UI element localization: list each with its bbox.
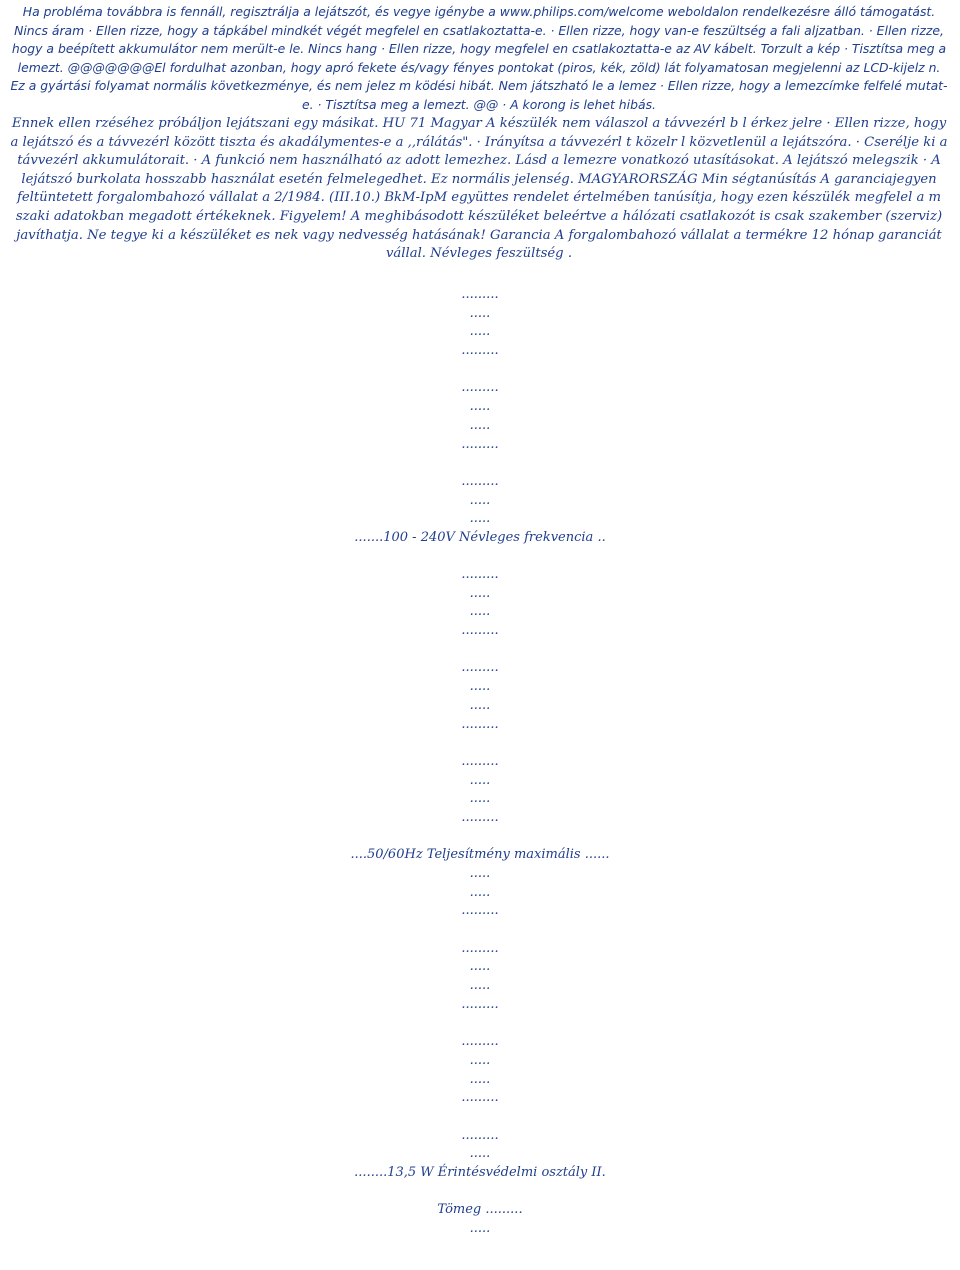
spacer bbox=[0, 734, 960, 753]
spec-voltage-line: .......100 - 240V Névleges frekvencia .. bbox=[354, 529, 606, 545]
dotted-line: ..... bbox=[469, 959, 491, 975]
dotted-line: ..... bbox=[469, 772, 491, 788]
spacer bbox=[0, 641, 960, 660]
dotted-line: ......... bbox=[461, 436, 499, 452]
dotted-line: ......... bbox=[461, 1034, 499, 1050]
dotted-line: ......... bbox=[461, 940, 499, 956]
dotted-line: ......... bbox=[461, 287, 499, 302]
dotted-line: ..... bbox=[469, 585, 491, 601]
warranty-paragraph: Ennek ellen rzéséhez próbáljon lejátszani egy másikat. HU 71 Magyar A készülék nem válaszol a távvezérl b l érkez jelre · Ellen rizze, hogy a lejátszó és a távvezérl között tiszta és akadálymentes-e a ,,rálátás". · Irányítsa a távvezérl t közelr l közvetlenül a lejátszóra. · Cserélje ki a távvezérl akkumulátorait. · A funkció nem használható az adott lemezhez. Lásd a lemezre vonatkozó utasításokat. A lejátszó melegszik · A lejátszó burkolata hosszabb használat esetén felmelegedhet. Ez normális jelenség. MAGYARORSZÁG Min ségtanúsítás A garanciajegyen feltüntetett forgalombahozó vállalat a 2/1984. (III.10.) BkM-IpM együttes rendelet értelmében tanúsítja, hogy ezen készülék megfelel a m szaki adatokban megadott értékeknek. Figyelem! A meghibásodott készüléket beleértve a hálózati csatlakozót is csak szakember (szerviz) javíthatja. Ne tegye ki a készüléket es nek vagy nedvesség hatásának! Garancia A forgalombahozó vállalat a termékre 12 hónap garanciát vállal. Névleges feszültség . bbox=[10, 116, 948, 262]
spec-dots-block-frequency bbox=[0, 566, 960, 1239]
dotted-line: ......... bbox=[461, 809, 499, 825]
dotted-line: ......... bbox=[461, 1090, 499, 1106]
spacer bbox=[0, 1108, 960, 1127]
dotted-line: ..... bbox=[469, 1221, 491, 1237]
dotted-line: ..... bbox=[469, 1052, 491, 1068]
dotted-line: ......... bbox=[461, 567, 499, 582]
dotted-line: ......... bbox=[461, 623, 499, 639]
dotted-line: ......... bbox=[461, 343, 499, 359]
dotted-line: ..... bbox=[469, 1146, 491, 1162]
spec-weight-line: Tömeg ......... bbox=[437, 1202, 523, 1218]
dotted-line: ......... bbox=[461, 380, 499, 396]
spacer bbox=[0, 1015, 960, 1034]
dotted-line: ..... bbox=[469, 511, 491, 527]
dotted-line: ..... bbox=[469, 492, 491, 508]
dotted-line: ..... bbox=[469, 604, 491, 620]
dotted-line: ......... bbox=[461, 660, 499, 676]
spec-dots-block-voltage bbox=[0, 286, 960, 548]
dotted-line: ..... bbox=[469, 1071, 491, 1087]
dotted-line: ......... bbox=[461, 716, 499, 732]
dotted-line: ......... bbox=[461, 996, 499, 1012]
dotted-line: ..... bbox=[469, 978, 491, 994]
spec-power-line: ........13,5 W Érintésvédelmi osztály II. bbox=[354, 1165, 606, 1180]
dotted-line: ..... bbox=[469, 679, 491, 695]
dotted-line: ..... bbox=[469, 697, 491, 713]
dotted-line: ......... bbox=[461, 1127, 499, 1143]
dotted-line: ..... bbox=[469, 791, 491, 807]
troubleshooting-paragraph: Ha probléma továbbra is fennáll, regisztrálja a lejátszót, és vegye igénybe a www.philips.com/welcome weboldalon rendelkezésre álló támogatást. Nincs áram · Ellen rizze, hogy a tápkábel mindkét végét megfelel en csatlakoztatta-e. · Ellen rizze, hogy van-e feszültség a fali aljzatban. · Ellen rizze, hogy a beépített akkumulátor nem merült-e le. Nincs hang · Ellen rizze, hogy megfelel en csatlakoztatta-e az AV kábelt. Torzult a kép · Tisztítsa meg a lemezt. @@@@@@@El fordulhat azonban, hogy apró fekete és/vagy fényes pontokat (piros, kék, zöld) lát folyamatosan megjelenni az LCD-kijelz n. Ez a gyártási folyamat normális következménye, és nem jelez m ködési hibát. Nem játszható le a lemez · Ellen rizze, hogy a lemezcímke felfelé mutat-e. · Tisztítsa meg a lemezt. @@ · A korong is lehet hibás. bbox=[10, 4, 948, 112]
dotted-line: ..... bbox=[469, 417, 491, 433]
spec-frequency-line: ....50/60Hz Teljesítmény maximális ...... bbox=[350, 847, 610, 863]
dotted-line: ......... bbox=[461, 473, 499, 489]
spacer bbox=[0, 361, 960, 380]
spacer bbox=[0, 828, 960, 847]
dotted-line: ..... bbox=[469, 884, 491, 900]
spacer bbox=[0, 454, 960, 473]
dotted-line: ..... bbox=[469, 324, 491, 340]
dotted-line: ..... bbox=[469, 866, 491, 881]
dotted-line: ......... bbox=[461, 753, 499, 769]
dotted-line: ..... bbox=[469, 399, 491, 415]
spacer bbox=[0, 1183, 960, 1202]
dotted-line: ......... bbox=[461, 903, 499, 919]
dotted-line: ..... bbox=[469, 305, 491, 321]
spacer bbox=[0, 921, 960, 940]
